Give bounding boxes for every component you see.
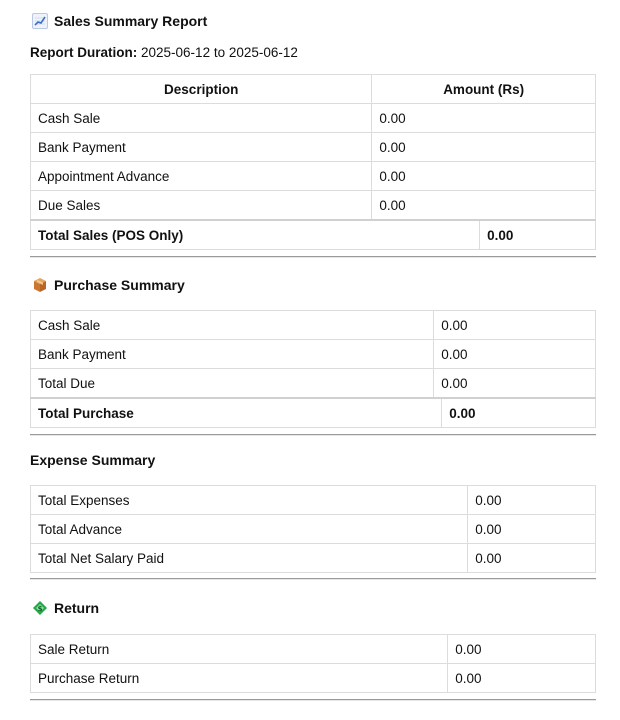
table-row (31, 340, 596, 369)
purchase-total-table (30, 397, 596, 428)
row-description: Bank Payment (31, 133, 372, 162)
report-duration-label: Report Duration: (30, 45, 138, 60)
table-row (31, 635, 596, 664)
row-amount: 0.00 (434, 340, 596, 369)
row-amount: 0.00 (448, 664, 596, 693)
row-description: Total Advance (31, 515, 468, 544)
row-amount: 0.00 (372, 162, 596, 191)
expense-table (30, 485, 596, 573)
row-amount: 0.00 (468, 515, 596, 544)
report-title-text: Sales Summary Report (54, 13, 208, 29)
row-amount: 0.00 (372, 191, 596, 220)
row-description: Due Sales (31, 191, 372, 220)
return-heading (30, 600, 99, 616)
sales-total-table (30, 219, 596, 250)
section-divider (30, 699, 596, 701)
sales-total-label: Total Sales (POS Only) (31, 220, 480, 250)
column-header-description: Description (31, 75, 372, 104)
purchase-total-label: Total Purchase (31, 398, 442, 428)
chart-increasing-icon (32, 13, 48, 29)
purchase-total-row (31, 398, 596, 428)
row-amount: 0.00 (448, 635, 596, 664)
table-row (31, 191, 596, 220)
table-row (31, 104, 596, 133)
sales-table-header (31, 75, 596, 104)
row-description: Cash Sale (31, 104, 372, 133)
row-description: Total Net Salary Paid (31, 544, 468, 573)
svg-text:$: $ (37, 605, 43, 613)
row-description: Appointment Advance (31, 162, 372, 191)
expense-summary-title: Expense Summary (30, 452, 156, 468)
sales-table (30, 74, 596, 220)
purchase-total-amount: 0.00 (442, 398, 596, 428)
sales-total-row (31, 220, 596, 250)
table-row (31, 664, 596, 693)
row-description: Purchase Return (31, 664, 448, 693)
table-row (31, 544, 596, 573)
table-row (31, 486, 596, 515)
return-title: Return (54, 600, 100, 616)
row-amount: 0.00 (434, 311, 596, 340)
expense-summary-heading (30, 452, 155, 468)
table-row (31, 369, 596, 398)
row-description: Cash Sale (31, 311, 434, 340)
row-amount: 0.00 (434, 369, 596, 398)
row-description: Bank Payment (31, 340, 434, 369)
package-icon (32, 277, 48, 293)
table-row (31, 133, 596, 162)
row-amount: 0.00 (468, 544, 596, 573)
report-title (30, 13, 207, 29)
table-row (31, 162, 596, 191)
section-divider (30, 434, 596, 436)
row-amount: 0.00 (372, 133, 596, 162)
row-amount: 0.00 (372, 104, 596, 133)
table-row (31, 515, 596, 544)
column-header-amount: Amount (Rs) (372, 75, 596, 104)
return-table (30, 634, 596, 693)
sales-total-amount: 0.00 (480, 220, 596, 250)
row-amount: 0.00 (468, 486, 596, 515)
purchase-summary-heading (30, 277, 185, 293)
currency-exchange-icon (32, 600, 48, 616)
report-duration (30, 45, 298, 60)
purchase-table (30, 310, 596, 398)
section-divider (30, 256, 596, 258)
row-description: Total Expenses (31, 486, 468, 515)
row-description: Total Due (31, 369, 434, 398)
table-row (31, 311, 596, 340)
row-description: Sale Return (31, 635, 448, 664)
report-duration-value: 2025-06-12 to 2025-06-12 (141, 45, 298, 60)
section-divider (30, 578, 596, 580)
purchase-summary-title: Purchase Summary (54, 277, 185, 293)
